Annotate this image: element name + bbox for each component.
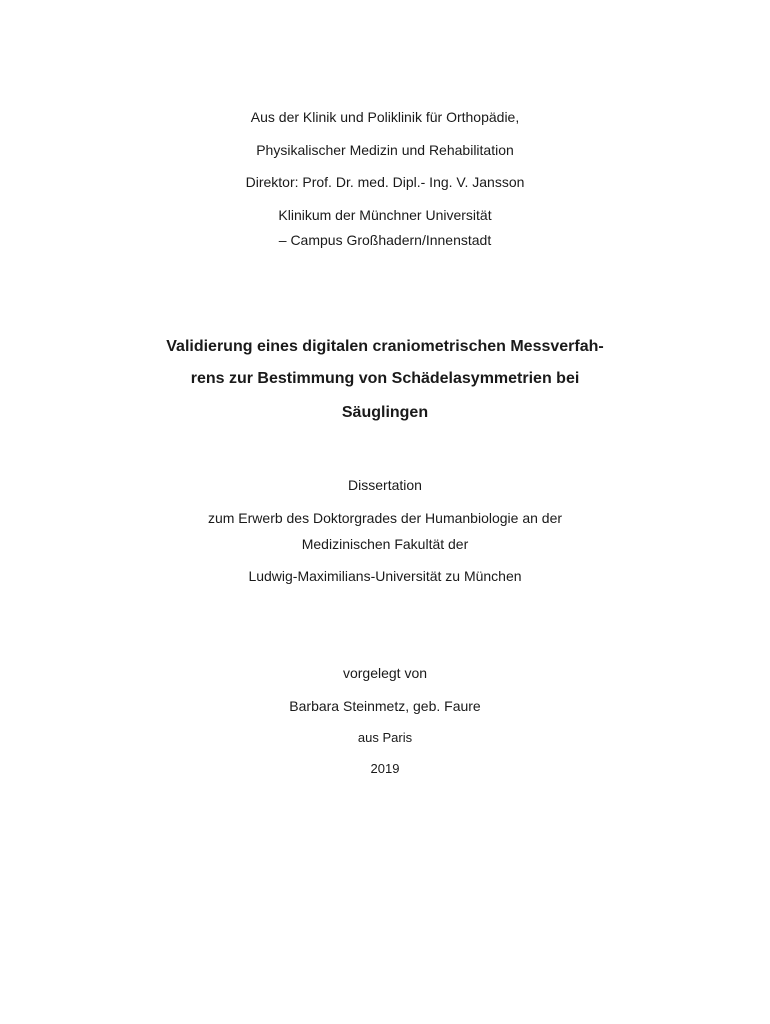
dissertation-label: Dissertation (348, 477, 422, 493)
author-name: Barbara Steinmetz, geb. Faure (289, 698, 481, 714)
thesis-title-line-3: Säuglingen (341, 404, 429, 421)
institution-line-2: Physikalischer Medizin und Rehabilitation (256, 142, 514, 158)
thesis-title-line-2: rens zur Bestimmung von Schädelasymmetrien bei (190, 370, 580, 387)
thesis-title-line-1: Validierung eines digitalen craniometrischen Messverfah- (166, 338, 604, 355)
author-origin: aus Paris (357, 730, 413, 745)
institution-line-3: Direktor: Prof. Dr. med. Dipl.- Ing. V. Jansson (245, 174, 525, 190)
submitted-by-label: vorgelegt von (342, 665, 428, 681)
dissertation-line-2: Medizinischen Fakultät der (301, 536, 469, 552)
institution-line-1: Aus der Klinik und Poliklinik für Orthopädie, (250, 109, 520, 125)
institution-line-4: Klinikum der Münchner Universität (278, 207, 492, 223)
submission-year: 2019 (370, 761, 400, 776)
dissertation-line-3: Ludwig-Maximilians-Universität zu München (248, 568, 522, 584)
institution-line-5: – Campus Großhadern/Innenstadt (278, 232, 492, 248)
dissertation-line-1: zum Erwerb des Doktorgrades der Humanbiologie an der (207, 510, 563, 526)
